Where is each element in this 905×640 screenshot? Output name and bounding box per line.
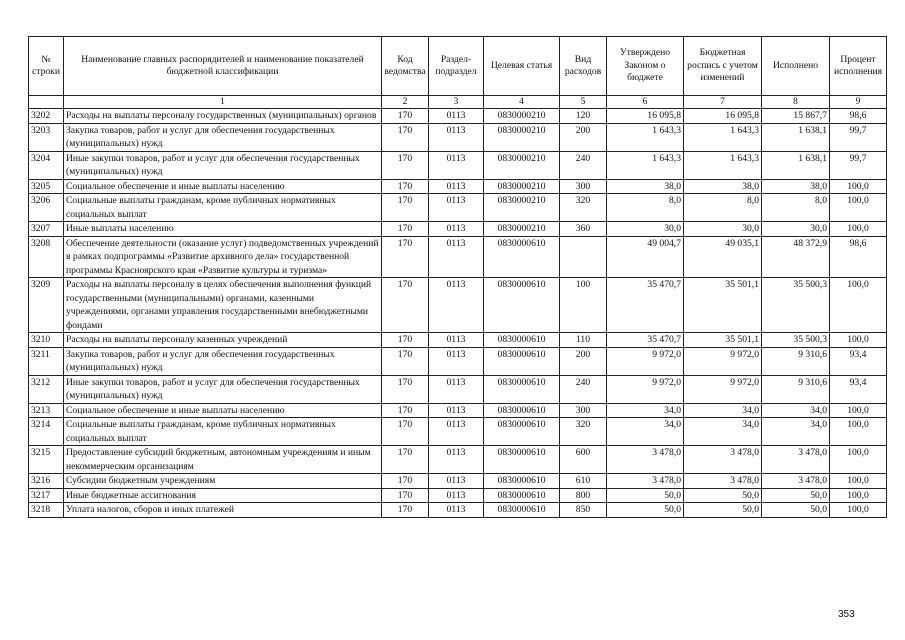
row-approved-cell: 3 478,0 xyxy=(607,446,684,474)
row-approved-cell: 35 470,7 xyxy=(607,333,684,348)
table-row xyxy=(29,503,887,518)
row-percent-cell: 100,0 xyxy=(830,333,887,348)
row-approved-cell: 50,0 xyxy=(607,503,684,518)
row-expense-type-cell: 120 xyxy=(560,109,607,124)
column-number: 1 xyxy=(64,96,382,109)
row-dept-code-cell: 170 xyxy=(382,488,429,503)
row-approved-cell: 49 004,7 xyxy=(607,236,684,278)
row-name-cell: Иные бюджетные ассигнования xyxy=(64,488,382,503)
row-section-cell: 0113 xyxy=(429,109,484,124)
row-percent-cell: 93,4 xyxy=(830,347,887,375)
table-body xyxy=(29,96,887,518)
row-budget-list-cell: 35 501,1 xyxy=(684,278,762,333)
row-executed-cell: 9 310,6 xyxy=(762,375,830,403)
column-number: 2 xyxy=(382,96,429,109)
row-budget-list-cell: 34,0 xyxy=(684,403,762,418)
row-number-cell: 3218 xyxy=(29,503,64,518)
budget-execution-table xyxy=(28,36,887,518)
row-approved-cell: 16 095,8 xyxy=(607,109,684,124)
row-dept-code-cell: 170 xyxy=(382,375,429,403)
row-expense-type-cell: 240 xyxy=(560,151,607,179)
row-target-cell: 0830000210 xyxy=(484,179,560,194)
row-target-cell: 0830000610 xyxy=(484,446,560,474)
row-name-cell: Иные закупки товаров, работ и услуг для обеспечения государственных (муниципальных) нужд xyxy=(64,151,382,179)
row-approved-cell: 38,0 xyxy=(607,179,684,194)
table-row xyxy=(29,403,887,418)
row-budget-list-cell: 9 972,0 xyxy=(684,375,762,403)
row-number-cell: 3209 xyxy=(29,278,64,333)
row-approved-cell: 1 643,3 xyxy=(607,151,684,179)
row-percent-cell: 100,0 xyxy=(830,222,887,237)
row-dept-code-cell: 170 xyxy=(382,474,429,489)
row-section-cell: 0113 xyxy=(429,222,484,237)
header-dept-code: Код ведомства xyxy=(382,37,429,96)
row-budget-list-cell: 1 643,3 xyxy=(684,151,762,179)
row-approved-cell: 3 478,0 xyxy=(607,474,684,489)
table-row xyxy=(29,151,887,179)
row-percent-cell: 100,0 xyxy=(830,179,887,194)
row-percent-cell: 99,7 xyxy=(830,123,887,151)
row-executed-cell: 48 372,9 xyxy=(762,236,830,278)
table-row xyxy=(29,123,887,151)
row-executed-cell: 34,0 xyxy=(762,403,830,418)
row-executed-cell: 35 500,3 xyxy=(762,278,830,333)
row-target-cell: 0830000610 xyxy=(484,474,560,489)
row-target-cell: 0830000610 xyxy=(484,418,560,446)
table-row xyxy=(29,194,887,222)
row-name-cell: Обеспечение деятельности (оказание услуг) подведомственных учреждений в рамках подпрограммы «Развитие архивного дела» государственной программы Красноярского края «Развитие культуры и туризма» xyxy=(64,236,382,278)
row-target-cell: 0830000210 xyxy=(484,151,560,179)
row-budget-list-cell: 35 501,1 xyxy=(684,333,762,348)
column-number: 5 xyxy=(560,96,607,109)
row-executed-cell: 38,0 xyxy=(762,179,830,194)
row-budget-list-cell: 9 972,0 xyxy=(684,347,762,375)
row-executed-cell: 8,0 xyxy=(762,194,830,222)
row-approved-cell: 50,0 xyxy=(607,488,684,503)
row-percent-cell: 100,0 xyxy=(830,403,887,418)
row-percent-cell: 100,0 xyxy=(830,488,887,503)
row-name-cell: Закупка товаров, работ и услуг для обеспечения государственных (муниципальных) нужд xyxy=(64,347,382,375)
column-number: 8 xyxy=(762,96,830,109)
row-section-cell: 0113 xyxy=(429,278,484,333)
row-percent-cell: 100,0 xyxy=(830,194,887,222)
row-number-cell: 3214 xyxy=(29,418,64,446)
row-percent-cell: 93,4 xyxy=(830,375,887,403)
row-budget-list-cell: 38,0 xyxy=(684,179,762,194)
row-target-cell: 0830000610 xyxy=(484,375,560,403)
table-row xyxy=(29,333,887,348)
row-dept-code-cell: 170 xyxy=(382,418,429,446)
row-name-cell: Социальные выплаты гражданам, кроме публичных нормативных социальных выплат xyxy=(64,418,382,446)
row-name-cell: Расходы на выплаты персоналу казенных учреждений xyxy=(64,333,382,348)
row-expense-type-cell: 360 xyxy=(560,222,607,237)
row-approved-cell: 34,0 xyxy=(607,403,684,418)
row-section-cell: 0113 xyxy=(429,347,484,375)
row-expense-type-cell xyxy=(560,236,607,278)
row-approved-cell: 35 470,7 xyxy=(607,278,684,333)
row-number-cell: 3208 xyxy=(29,236,64,278)
header-executed: Исполнено xyxy=(762,37,830,96)
row-section-cell: 0113 xyxy=(429,446,484,474)
row-number-cell: 3202 xyxy=(29,109,64,124)
row-name-cell: Социальное обеспечение и иные выплаты населению xyxy=(64,403,382,418)
column-number: 4 xyxy=(484,96,560,109)
row-number-cell: 3205 xyxy=(29,179,64,194)
row-name-cell: Субсидии бюджетным учреждениям xyxy=(64,474,382,489)
column-number: 3 xyxy=(429,96,484,109)
header-approved: Утверждено Законом о бюджете xyxy=(607,37,684,96)
row-target-cell: 0830000610 xyxy=(484,236,560,278)
row-budget-list-cell: 49 035,1 xyxy=(684,236,762,278)
row-dept-code-cell: 170 xyxy=(382,222,429,237)
table-row xyxy=(29,488,887,503)
row-budget-list-cell: 16 095,8 xyxy=(684,109,762,124)
row-section-cell: 0113 xyxy=(429,418,484,446)
table-row xyxy=(29,446,887,474)
row-dept-code-cell: 170 xyxy=(382,151,429,179)
row-section-cell: 0113 xyxy=(429,503,484,518)
row-percent-cell: 98,6 xyxy=(830,109,887,124)
header-percent: Процент исполнения xyxy=(830,37,887,96)
row-number-cell: 3211 xyxy=(29,347,64,375)
row-approved-cell: 8,0 xyxy=(607,194,684,222)
column-number-row xyxy=(29,96,887,109)
row-percent-cell: 100,0 xyxy=(830,503,887,518)
row-expense-type-cell: 100 xyxy=(560,278,607,333)
row-expense-type-cell: 610 xyxy=(560,474,607,489)
row-target-cell: 0830000210 xyxy=(484,222,560,237)
row-expense-type-cell: 320 xyxy=(560,418,607,446)
row-section-cell: 0113 xyxy=(429,488,484,503)
table-row xyxy=(29,179,887,194)
table-row xyxy=(29,474,887,489)
row-approved-cell: 30,0 xyxy=(607,222,684,237)
column-number: 9 xyxy=(830,96,887,109)
row-executed-cell: 50,0 xyxy=(762,503,830,518)
row-budget-list-cell: 50,0 xyxy=(684,503,762,518)
row-executed-cell: 15 867,7 xyxy=(762,109,830,124)
row-approved-cell: 1 643,3 xyxy=(607,123,684,151)
table-row xyxy=(29,418,887,446)
row-expense-type-cell: 300 xyxy=(560,403,607,418)
row-executed-cell: 30,0 xyxy=(762,222,830,237)
row-target-cell: 0830000610 xyxy=(484,347,560,375)
row-number-cell: 3212 xyxy=(29,375,64,403)
row-name-cell: Иные выплаты населению xyxy=(64,222,382,237)
row-target-cell: 0830000610 xyxy=(484,488,560,503)
header-budget-list: Бюджетная роспись с учетом изменений xyxy=(684,37,762,96)
row-number-cell: 3204 xyxy=(29,151,64,179)
row-name-cell: Иные закупки товаров, работ и услуг для обеспечения государственных (муниципальных) нужд xyxy=(64,375,382,403)
row-dept-code-cell: 170 xyxy=(382,123,429,151)
row-expense-type-cell: 800 xyxy=(560,488,607,503)
row-number-cell: 3215 xyxy=(29,446,64,474)
table-row xyxy=(29,222,887,237)
row-dept-code-cell: 170 xyxy=(382,179,429,194)
row-percent-cell: 98,6 xyxy=(830,236,887,278)
row-section-cell: 0113 xyxy=(429,403,484,418)
column-number xyxy=(29,96,64,109)
row-name-cell: Расходы на выплаты персоналу в целях обеспечения выполнения функций государственными (муниципальными) органами, казенными учреждениями, органами управления государственными внебюджетными фондами xyxy=(64,278,382,333)
row-target-cell: 0830000610 xyxy=(484,503,560,518)
row-target-cell: 0830000610 xyxy=(484,278,560,333)
row-approved-cell: 9 972,0 xyxy=(607,347,684,375)
row-number-cell: 3207 xyxy=(29,222,64,237)
row-approved-cell: 9 972,0 xyxy=(607,375,684,403)
row-section-cell: 0113 xyxy=(429,194,484,222)
row-executed-cell: 3 478,0 xyxy=(762,446,830,474)
row-name-cell: Социальное обеспечение и иные выплаты населению xyxy=(64,179,382,194)
row-target-cell: 0830000610 xyxy=(484,333,560,348)
row-name-cell: Расходы на выплаты персоналу государственных (муниципальных) органов xyxy=(64,109,382,124)
row-dept-code-cell: 170 xyxy=(382,333,429,348)
row-number-cell: 3206 xyxy=(29,194,64,222)
row-percent-cell: 100,0 xyxy=(830,446,887,474)
row-percent-cell: 99,7 xyxy=(830,151,887,179)
row-budget-list-cell: 34,0 xyxy=(684,418,762,446)
row-approved-cell: 34,0 xyxy=(607,418,684,446)
row-target-cell: 0830000210 xyxy=(484,194,560,222)
table-row xyxy=(29,236,887,278)
page-number: 353 xyxy=(838,609,855,620)
row-section-cell: 0113 xyxy=(429,333,484,348)
row-budget-list-cell: 8,0 xyxy=(684,194,762,222)
row-budget-list-cell: 3 478,0 xyxy=(684,474,762,489)
row-expense-type-cell: 320 xyxy=(560,194,607,222)
row-dept-code-cell: 170 xyxy=(382,503,429,518)
row-expense-type-cell: 200 xyxy=(560,123,607,151)
row-executed-cell: 50,0 xyxy=(762,488,830,503)
row-number-cell: 3203 xyxy=(29,123,64,151)
row-expense-type-cell: 850 xyxy=(560,503,607,518)
table-row xyxy=(29,109,887,124)
row-dept-code-cell: 170 xyxy=(382,109,429,124)
row-section-cell: 0113 xyxy=(429,179,484,194)
header-expense-type: Вид расходов xyxy=(560,37,607,96)
row-budget-list-cell: 3 478,0 xyxy=(684,446,762,474)
row-section-cell: 0113 xyxy=(429,375,484,403)
column-number: 7 xyxy=(684,96,762,109)
row-dept-code-cell: 170 xyxy=(382,236,429,278)
header-section: Раздел-подраздел xyxy=(429,37,484,96)
row-expense-type-cell: 600 xyxy=(560,446,607,474)
row-percent-cell: 100,0 xyxy=(830,474,887,489)
row-number-cell: 3216 xyxy=(29,474,64,489)
row-percent-cell: 100,0 xyxy=(830,278,887,333)
row-number-cell: 3210 xyxy=(29,333,64,348)
row-executed-cell: 34,0 xyxy=(762,418,830,446)
row-executed-cell: 9 310,6 xyxy=(762,347,830,375)
row-number-cell: 3213 xyxy=(29,403,64,418)
row-budget-list-cell: 50,0 xyxy=(684,488,762,503)
row-executed-cell: 1 638,1 xyxy=(762,123,830,151)
row-dept-code-cell: 170 xyxy=(382,446,429,474)
row-target-cell: 0830000210 xyxy=(484,123,560,151)
row-name-cell: Уплата налогов, сборов и иных платежей xyxy=(64,503,382,518)
table-row xyxy=(29,278,887,333)
row-section-cell: 0113 xyxy=(429,236,484,278)
header-row-no: № строки xyxy=(29,37,64,96)
row-executed-cell: 1 638,1 xyxy=(762,151,830,179)
row-dept-code-cell: 170 xyxy=(382,278,429,333)
row-target-cell: 0830000610 xyxy=(484,403,560,418)
table-row xyxy=(29,347,887,375)
header-name: Наименование главных распорядителей и наименование показателей бюджетной классификации xyxy=(64,37,382,96)
row-name-cell: Предоставление субсидий бюджетным, автономным учреждениям и иным некоммерческим организациям xyxy=(64,446,382,474)
row-name-cell: Закупка товаров, работ и услуг для обеспечения государственных (муниципальных) нужд xyxy=(64,123,382,151)
row-executed-cell: 3 478,0 xyxy=(762,474,830,489)
row-percent-cell: 100,0 xyxy=(830,418,887,446)
row-name-cell: Социальные выплаты гражданам, кроме публичных нормативных социальных выплат xyxy=(64,194,382,222)
row-section-cell: 0113 xyxy=(429,474,484,489)
table-row xyxy=(29,375,887,403)
row-expense-type-cell: 300 xyxy=(560,179,607,194)
row-budget-list-cell: 30,0 xyxy=(684,222,762,237)
row-budget-list-cell: 1 643,3 xyxy=(684,123,762,151)
row-section-cell: 0113 xyxy=(429,123,484,151)
header-target: Целевая статья xyxy=(484,37,560,96)
header-row xyxy=(29,37,887,96)
row-expense-type-cell: 240 xyxy=(560,375,607,403)
row-executed-cell: 35 500,3 xyxy=(762,333,830,348)
row-number-cell: 3217 xyxy=(29,488,64,503)
row-expense-type-cell: 110 xyxy=(560,333,607,348)
row-dept-code-cell: 170 xyxy=(382,347,429,375)
row-dept-code-cell: 170 xyxy=(382,194,429,222)
row-dept-code-cell: 170 xyxy=(382,403,429,418)
row-target-cell: 0830000210 xyxy=(484,109,560,124)
column-number: 6 xyxy=(607,96,684,109)
row-expense-type-cell: 200 xyxy=(560,347,607,375)
row-section-cell: 0113 xyxy=(429,151,484,179)
